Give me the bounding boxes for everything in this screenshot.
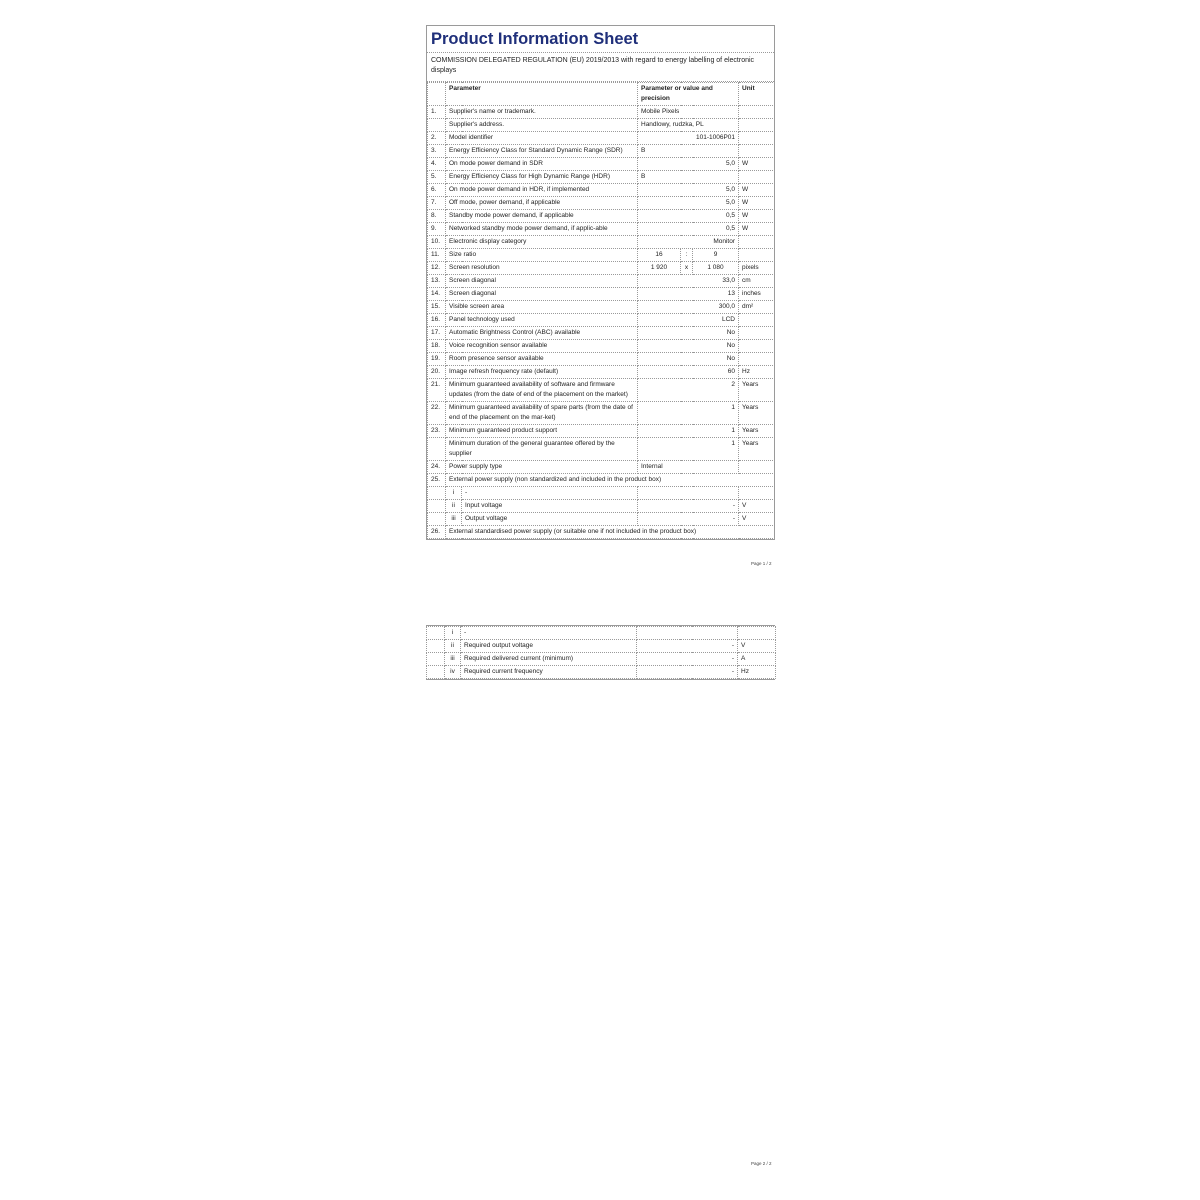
unit-cell [739, 171, 775, 184]
blank-cell [427, 666, 445, 679]
sub-unit: Hz [738, 666, 776, 679]
unit-cell: Years [739, 379, 775, 402]
sub-row [427, 640, 776, 653]
row-number: 11. [428, 249, 446, 262]
parameter-cell: Panel technology used [446, 314, 638, 327]
row-number: 15. [428, 301, 446, 314]
sub-label: Required current frequency [461, 666, 637, 679]
unit-cell: W [739, 197, 775, 210]
product-information-sheet-page-2 [426, 625, 775, 680]
value-cell: No [638, 327, 739, 340]
sub-unit: V [738, 640, 776, 653]
table-row [428, 314, 775, 327]
row-number: 21. [428, 379, 446, 402]
table-row [428, 262, 775, 275]
sub-row [427, 627, 776, 640]
blank-cell [428, 513, 446, 526]
parameter-cell: Energy Efficiency Class for High Dynamic Range (HDR) [446, 171, 638, 184]
sub-unit: V [739, 513, 775, 526]
row-number: 17. [428, 327, 446, 340]
row-number: 8. [428, 210, 446, 223]
sub-value [637, 627, 738, 640]
value-cell: 13 [638, 288, 739, 301]
value-cell: 1 [638, 438, 739, 461]
ext-supply-label: External power supply (non standardized and included in the product box) [446, 474, 775, 487]
row-number: 24. [428, 461, 446, 474]
table-row [428, 353, 775, 366]
sub-value: - [638, 500, 739, 513]
value-cell: 5,0 [638, 197, 739, 210]
value-cell: 300,0 [638, 301, 739, 314]
row-number: 6. [428, 184, 446, 197]
unit-cell [739, 353, 775, 366]
sub-unit [738, 627, 776, 640]
header-parameter: Parameter [446, 83, 638, 106]
row-number: 25. [428, 474, 446, 487]
value-cell: 101-1006P01 [638, 132, 739, 145]
header-value: Parameter or value and precision [638, 83, 739, 106]
sub-label: Required delivered current (minimum) [461, 653, 637, 666]
parameter-cell: Model identifier [446, 132, 638, 145]
sub-label: Output voltage [462, 513, 638, 526]
table-row [428, 526, 775, 539]
table-row [428, 474, 775, 487]
unit-cell: dm² [739, 301, 775, 314]
blank-cell [428, 487, 446, 500]
sub-unit [739, 487, 775, 500]
row-number: 4. [428, 158, 446, 171]
unit-cell [739, 340, 775, 353]
value-cell: Mobile Pixels [638, 106, 739, 119]
value-part-2: 9 [693, 249, 739, 262]
parameter-cell: Screen diagonal [446, 275, 638, 288]
sub-index: iv [445, 666, 461, 679]
sub-index: i [446, 487, 462, 500]
parameters-table [427, 82, 775, 539]
table-row [428, 402, 775, 425]
product-information-sheet [426, 25, 775, 540]
sub-row [427, 666, 776, 679]
table-row [428, 158, 775, 171]
value-cell: No [638, 340, 739, 353]
value-cell: 0,5 [638, 210, 739, 223]
unit-cell: W [739, 184, 775, 197]
value-cell: 33,0 [638, 275, 739, 288]
parameter-cell: Minimum guaranteed availability of spare parts (from the date of end of the placement on the mar-ket) [446, 402, 638, 425]
parameter-cell: Networked standby mode power demand, if applic-able [446, 223, 638, 236]
value-cell: B [638, 171, 739, 184]
row-number: 16. [428, 314, 446, 327]
row-number: 13. [428, 275, 446, 288]
table-row [428, 438, 775, 461]
standardised-supply-table [426, 626, 776, 679]
table-row [428, 425, 775, 438]
blank-cell [427, 640, 445, 653]
unit-cell: inches [739, 288, 775, 301]
row-number: 14. [428, 288, 446, 301]
unit-cell [739, 106, 775, 119]
table-row [428, 210, 775, 223]
row-number: 12. [428, 262, 446, 275]
table-row [428, 288, 775, 301]
table-row [428, 340, 775, 353]
value-cell: 1 [638, 425, 739, 438]
sub-index: ii [445, 640, 461, 653]
table-row [428, 275, 775, 288]
value-cell: 1 [638, 402, 739, 425]
row-number: 22. [428, 402, 446, 425]
value-cell: 0,5 [638, 223, 739, 236]
sub-label: - [461, 627, 637, 640]
row-number [428, 119, 446, 132]
sheet-title: Product Information Sheet [427, 26, 774, 53]
row-number: 2. [428, 132, 446, 145]
sub-value: - [638, 513, 739, 526]
table-row [428, 132, 775, 145]
value-cell: LCD [638, 314, 739, 327]
sub-value: - [637, 653, 738, 666]
unit-cell: Hz [739, 366, 775, 379]
value-separator: x [681, 262, 693, 275]
unit-cell: W [739, 210, 775, 223]
value-cell: Internal [638, 461, 739, 474]
row-number: 23. [428, 425, 446, 438]
parameter-cell: Automatic Brightness Control (ABC) available [446, 327, 638, 340]
row-number: 19. [428, 353, 446, 366]
parameter-cell: Supplier's address. [446, 119, 638, 132]
parameter-cell: On mode power demand in HDR, if implemented [446, 184, 638, 197]
table-row [428, 236, 775, 249]
value-cell: 5,0 [638, 184, 739, 197]
value-separator: : [681, 249, 693, 262]
parameter-cell: Electronic display category [446, 236, 638, 249]
blank-cell [428, 500, 446, 513]
table-row [428, 301, 775, 314]
sub-index: ii [446, 500, 462, 513]
sub-label: - [462, 487, 638, 500]
page-number: Page 1 / 2 [751, 561, 772, 566]
table-row [428, 106, 775, 119]
parameter-cell: Image refresh frequency rate (default) [446, 366, 638, 379]
row-number: 10. [428, 236, 446, 249]
unit-cell: Years [739, 425, 775, 438]
parameter-cell: Power supply type [446, 461, 638, 474]
sub-value: - [637, 640, 738, 653]
row-number: 9. [428, 223, 446, 236]
blank-cell [427, 653, 445, 666]
parameter-cell: Energy Efficiency Class for Standard Dynamic Range (SDR) [446, 145, 638, 158]
unit-cell [739, 145, 775, 158]
table-row [428, 249, 775, 262]
unit-cell [739, 327, 775, 340]
table-row [428, 119, 775, 132]
table-row [428, 197, 775, 210]
row-number: 1. [428, 106, 446, 119]
parameter-cell: Minimum duration of the general guarantee offered by the supplier [446, 438, 638, 461]
sub-row [428, 487, 775, 500]
unit-cell [739, 314, 775, 327]
unit-cell [739, 461, 775, 474]
regulation-text: COMMISSION DELEGATED REGULATION (EU) 2019/2013 with regard to energy labelling of electronic displays [427, 53, 774, 82]
table-row [428, 184, 775, 197]
parameter-cell: Minimum guaranteed availability of software and firmware updates (from the date of end of the placement on the market) [446, 379, 638, 402]
sub-unit: V [739, 500, 775, 513]
parameter-cell: Supplier's name or trademark. [446, 106, 638, 119]
parameter-cell: Room presence sensor available [446, 353, 638, 366]
value-cell: No [638, 353, 739, 366]
sub-label: Required output voltage [461, 640, 637, 653]
value-cell: 5,0 [638, 158, 739, 171]
row-number: 26. [428, 526, 446, 539]
unit-cell [739, 236, 775, 249]
sub-index: i [445, 627, 461, 640]
unit-cell: Years [739, 402, 775, 425]
sub-row [428, 500, 775, 513]
value-cell: 60 [638, 366, 739, 379]
unit-cell: cm [739, 275, 775, 288]
row-number: 18. [428, 340, 446, 353]
sub-unit: A [738, 653, 776, 666]
unit-cell [739, 119, 775, 132]
value-cell: Handlowy, rudzka, PL [638, 119, 739, 132]
value-cell: B [638, 145, 739, 158]
parameter-cell: Voice recognition sensor available [446, 340, 638, 353]
value-cell: 2 [638, 379, 739, 402]
table-row [428, 379, 775, 402]
table-row [428, 145, 775, 158]
value-part-2: 1 080 [693, 262, 739, 275]
unit-cell: W [739, 223, 775, 236]
table-header-row [428, 83, 775, 106]
parameter-cell: Visible screen area [446, 301, 638, 314]
sub-value: - [637, 666, 738, 679]
row-number: 20. [428, 366, 446, 379]
parameter-cell: Standby mode power demand, if applicable [446, 210, 638, 223]
sub-row [428, 513, 775, 526]
sub-index: iii [446, 513, 462, 526]
sub-value [638, 487, 739, 500]
row-number [428, 438, 446, 461]
sub-row [427, 653, 776, 666]
table-row [428, 327, 775, 340]
parameter-cell: Off mode, power demand, if applicable [446, 197, 638, 210]
unit-cell: pixels [739, 262, 775, 275]
row-number: 5. [428, 171, 446, 184]
unit-cell [739, 132, 775, 145]
sub-label: Input voltage [462, 500, 638, 513]
parameter-cell: On mode power demand in SDR [446, 158, 638, 171]
table-row [428, 223, 775, 236]
value-part-1: 16 [638, 249, 681, 262]
std-supply-label: External standardised power supply (or suitable one if not included in the product box) [446, 526, 775, 539]
table-row [428, 461, 775, 474]
sub-index: iii [445, 653, 461, 666]
table-row [428, 366, 775, 379]
parameter-cell: Screen resolution [446, 262, 638, 275]
unit-cell: Years [739, 438, 775, 461]
parameter-cell: Minimum guaranteed product support [446, 425, 638, 438]
table-row [428, 171, 775, 184]
value-part-1: 1 920 [638, 262, 681, 275]
row-number: 7. [428, 197, 446, 210]
blank-cell [427, 627, 445, 640]
page-number-2: Page 2 / 2 [751, 1161, 772, 1166]
value-cell: Monitor [638, 236, 739, 249]
row-number: 3. [428, 145, 446, 158]
unit-cell [739, 249, 775, 262]
header-unit: Unit [739, 83, 775, 106]
parameter-cell: Size ratio [446, 249, 638, 262]
unit-cell: W [739, 158, 775, 171]
parameter-cell: Screen diagonal [446, 288, 638, 301]
